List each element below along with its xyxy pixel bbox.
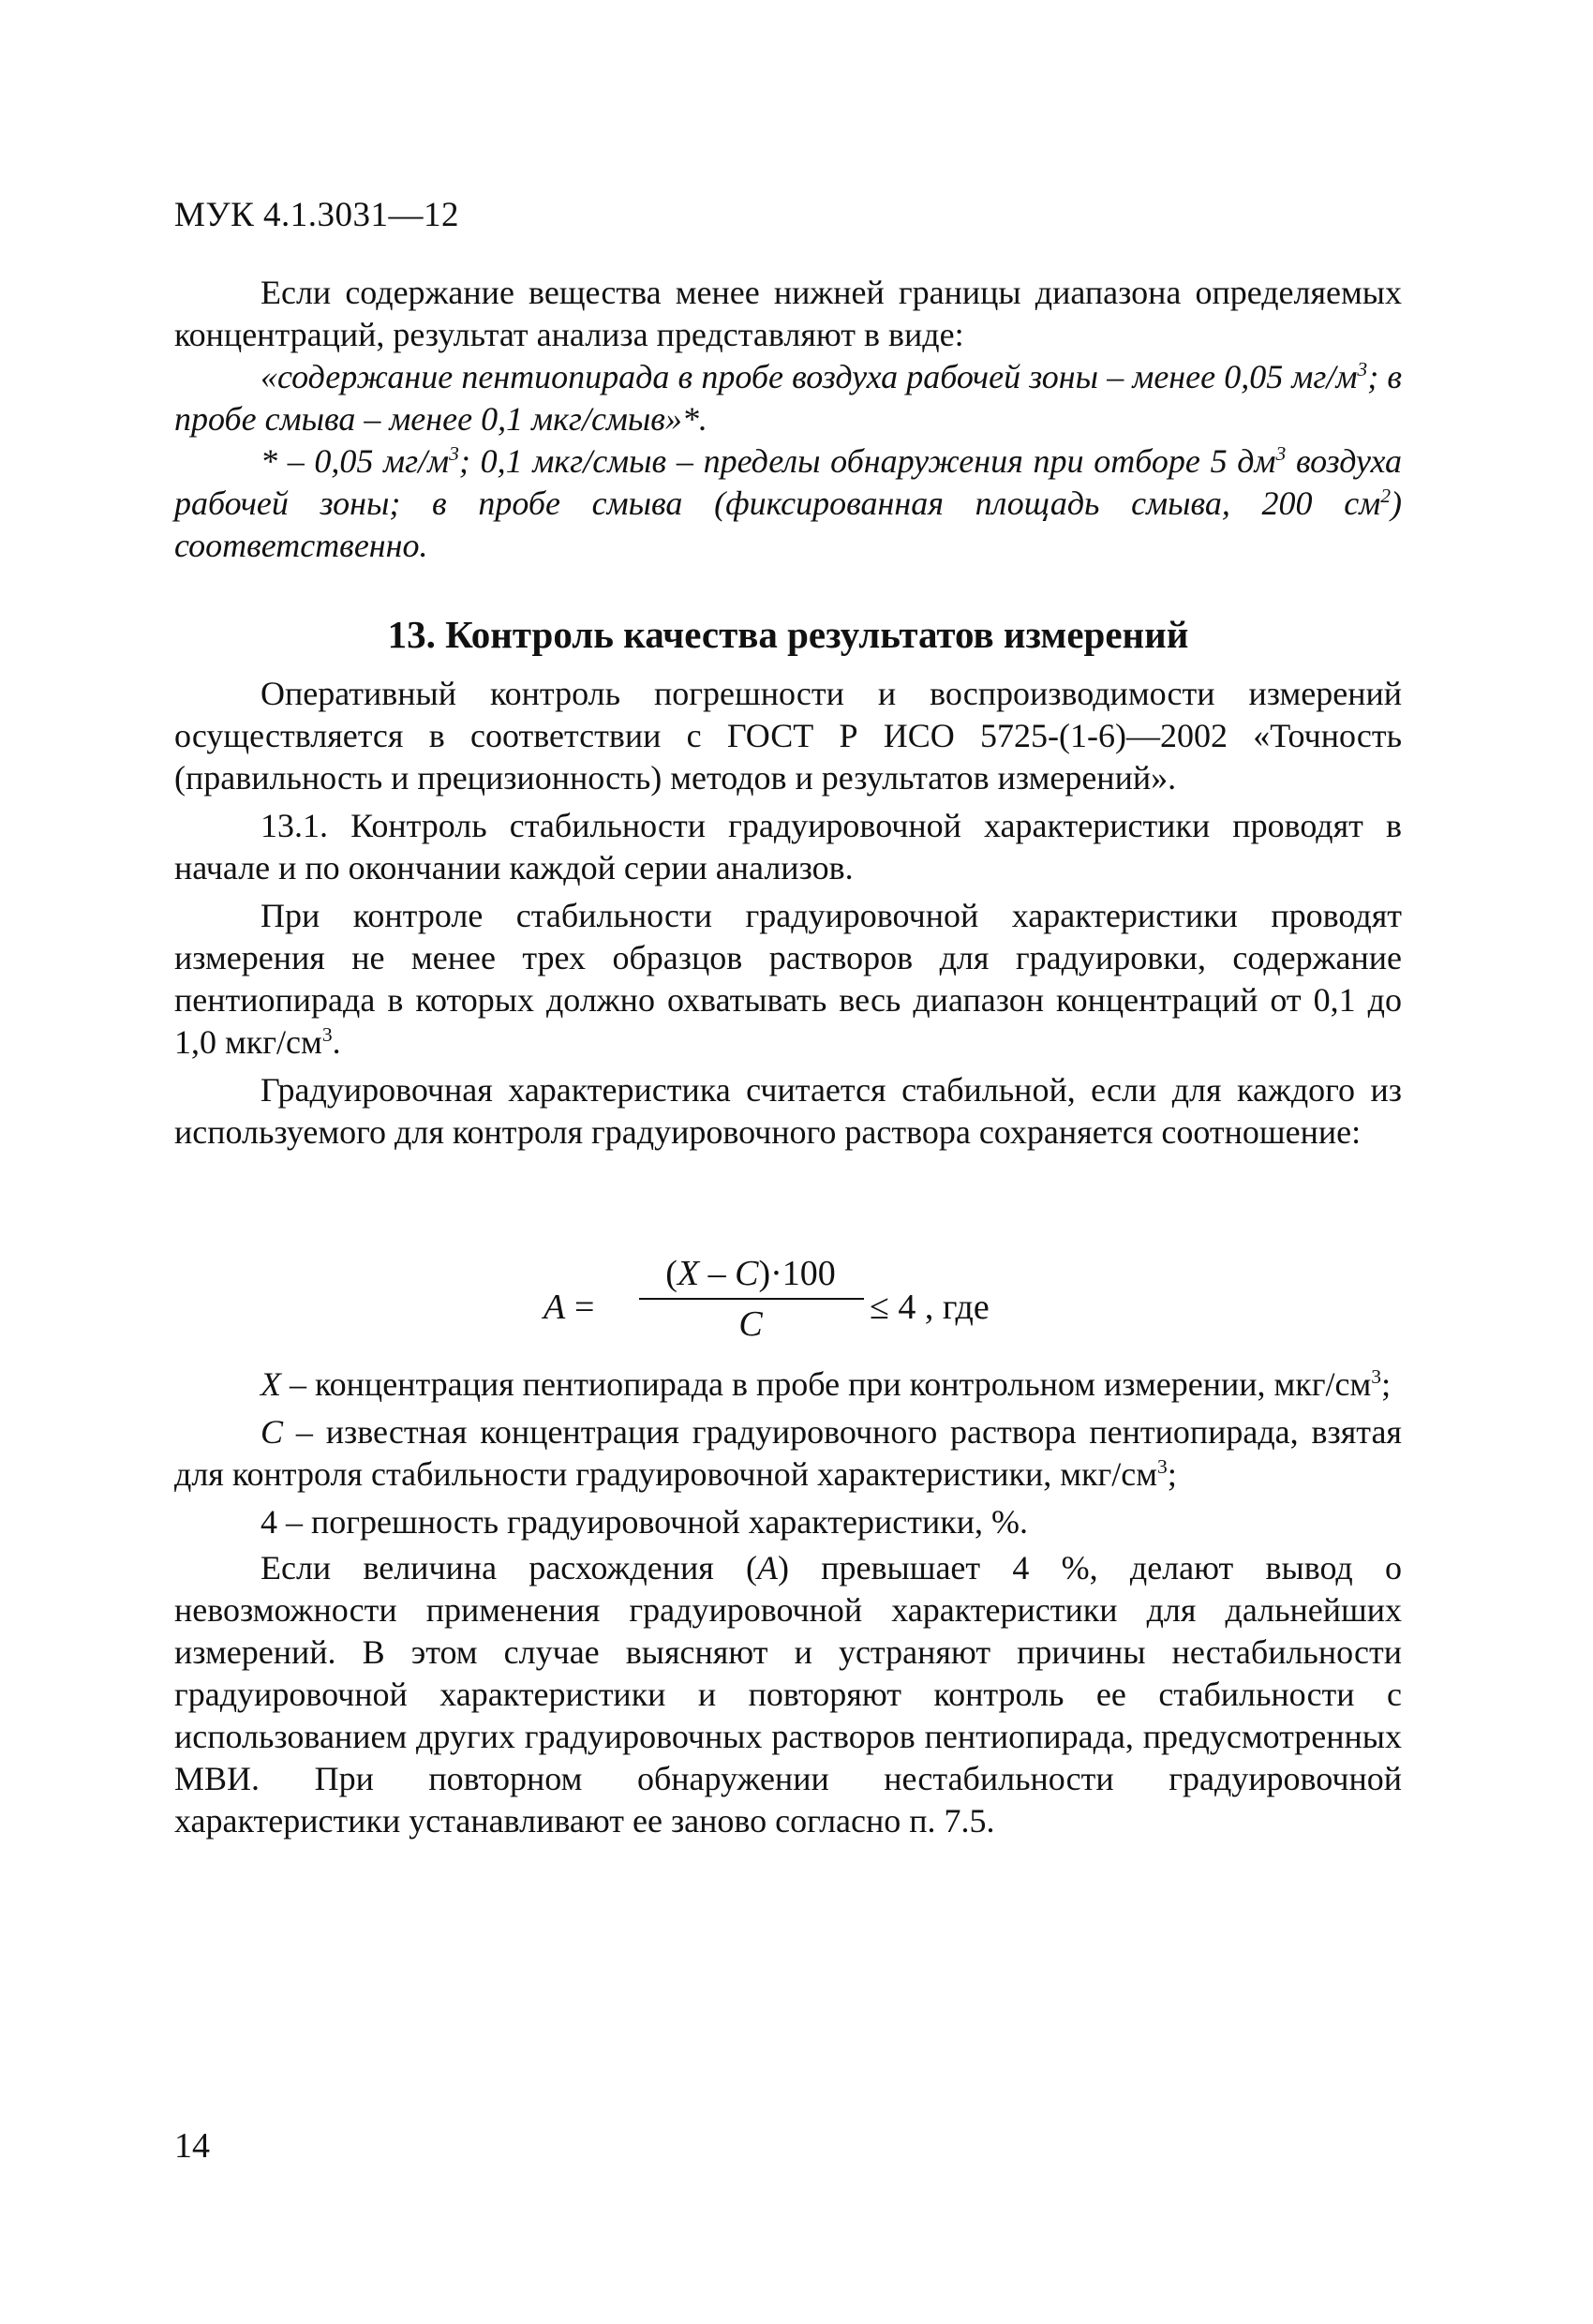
section-paragraph-1: Оперативный контроль погрешности и воспроизводимости измерений осуществляется в соответствии с ГОСТ Р ИСО 5725-(1-6)—2002 «Точность (правильность и прецизионность) методов и результатов измерений». [174,675,1402,797]
definition-c-text: – известная концентрация градуировочного раствора пентиопирада, взятая для контроля стабильности градуировочной характеристики, мкг/см [174,1413,1402,1493]
document-header: МУК 4.1.3031—12 [174,196,460,234]
definitions-block [174,1363,1402,1842]
superscript: 3 [1157,1455,1168,1478]
definition-c [174,1411,1402,1496]
section-body [174,673,1402,1154]
formula-equals: = [574,1288,595,1327]
formula-numerator [643,1253,858,1295]
paren-open: ( [665,1254,677,1293]
superscript: 3 [1357,358,1368,380]
section-paragraph-4: Градуировочная характеристика считается стабильной, если для каждого из используемого для контроля градуировочного раствора сохраняется соотношение: [174,1071,1402,1151]
superscript: 2 [1380,484,1391,507]
intro-footnote [174,440,1402,567]
section-paragraph-2: 13.1. Контроль стабильности градуировочной характеристики проводят в начале и по окончании каждой серии анализов. [174,807,1402,886]
var-c: C [735,1254,759,1293]
superscript: 3 [321,1023,333,1046]
superscript: 3 [1275,442,1287,465]
footnote-text-a: * – 0,05 мг/м [261,442,450,480]
stability-formula [174,1242,1402,1354]
definition-x-text: – концентрация пентиопирада в пробе при контрольном измерении, мкг/см [281,1365,1372,1403]
final-text-b: ) превышает 4 %, делают вывод о невозможности применения градуировочной характеристики для дальнейших измерений. В этом случае выясняют и устраняют причины нестабильности градуировочной характеристики и повторяют контроль ее стабильности с использованием других градуировочных растворов пентиопирада, предусмотренных МВИ. При повторном обнаружении нестабильности градуировочной характеристики устанавливают ее заново согласно п. 7.5. [174,1549,1402,1840]
formula-lhs: A [543,1288,566,1327]
fraction-bar [639,1298,864,1300]
definition-four: 4 – погрешность градуировочной характеристики, %. [261,1503,1028,1541]
intro-p2-text-b: ; в пробе смыва – менее 0,1 мкг/смыв»*. [174,358,1402,438]
footnote-text-c: воздуха рабочей зоны; в пробе смыва (фиксированная площадь смыва, 200 см [174,442,1402,522]
final-paragraph [174,1547,1402,1842]
superscript: 3 [449,442,459,465]
intro-paragraph-2 [174,356,1402,440]
section-heading: 13. Контроль качества результатов измерений [387,613,1189,656]
definition-x-end: ; [1381,1365,1392,1403]
paren-close-times: )·100 [758,1254,836,1293]
section-paragraph-3 [174,895,1402,1064]
var-c: C [261,1413,284,1451]
intro-paragraph-1: Если содержание вещества менее нижней границы диапазона определяемых концентраций, результат анализа представляют в виде: [174,274,1402,353]
var-x: X [677,1254,700,1293]
section-p3-end: . [332,1023,341,1061]
var-a: A [757,1549,779,1587]
footnote-text-d: ) соответственно. [174,484,1402,564]
definition-x [174,1363,1402,1406]
footnote-text-b: ; 0,1 мкг/смыв – пределы обнаружения при отборе 5 дм [458,442,1276,480]
minus: – [699,1254,736,1293]
superscript: 3 [1371,1365,1382,1388]
formula-rhs: ≤ 4 , где [870,1288,990,1327]
intro-p2-text-a: «содержание пентиопирада в пробе воздуха рабочей зоны – менее 0,05 мг/м [261,358,1358,395]
formula-denominator: C [738,1304,763,1344]
final-text-a: Если величина расхождения ( [261,1549,758,1587]
intro-block [174,272,1402,567]
var-x: X [261,1365,281,1403]
definition-c-end: ; [1167,1455,1177,1493]
section-p3-text: При контроле стабильности градуировочной характеристики проводят измерения не менее трех образцов растворов для градуировки, содержание пентиопирада в которых должно охватывать весь диапазон концентраций от 0,1 до 1,0 мкг/см [174,897,1402,1061]
page-number: 14 [174,2126,210,2166]
